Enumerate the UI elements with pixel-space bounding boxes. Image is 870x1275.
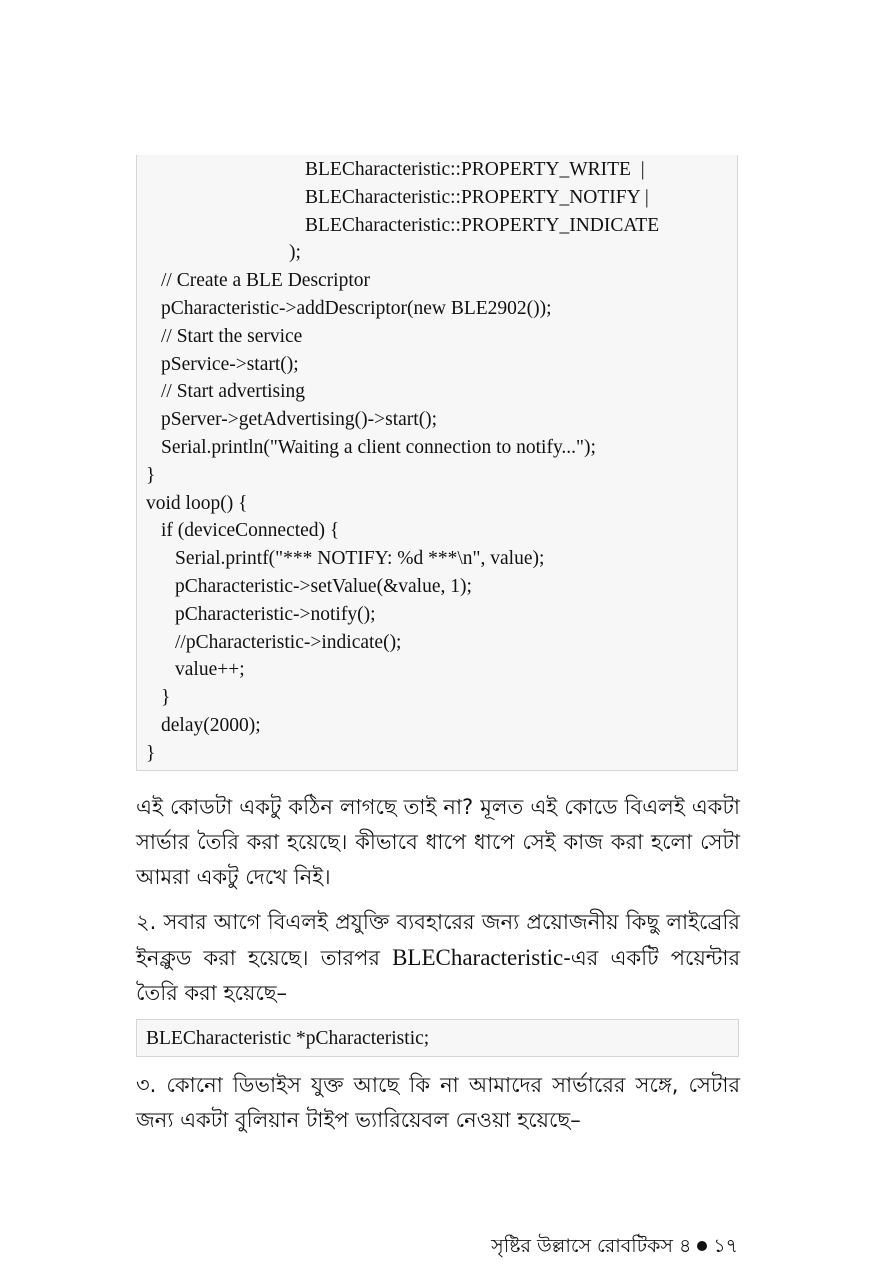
code-line: pCharacteristic->notify();: [175, 604, 376, 625]
code-line: BLECharacteristic::PROPERTY_WRITE |: [305, 159, 645, 180]
code-line: pCharacteristic->addDescriptor(new BLE2902());: [161, 298, 552, 319]
bullet-dot-icon: [697, 1241, 707, 1251]
code-line: void loop() {: [146, 493, 248, 514]
page-number: ১৭: [713, 1235, 738, 1257]
code-line: BLECharacteristic::PROPERTY_NOTIFY |: [305, 187, 649, 208]
paragraph-2: [136, 905, 740, 1011]
paragraph-2-term: BLECharacteristic: [392, 945, 564, 970]
code-line: value++;: [175, 659, 245, 680]
code-snippet: [136, 1019, 739, 1057]
code-line: BLECharacteristic::PROPERTY_INDICATE: [305, 215, 660, 236]
paragraph-2-text: ২. সবার আগে বিএলই প্রযুক্তি ব্যবহারের জন্য প্রয়োজনীয় কিছু লাইব্রেরি ইনক্লুড করা হয়েছে। তারপর: [136, 910, 740, 970]
code-snippet-text: BLECharacteristic *pCharacteristic;: [146, 1028, 430, 1049]
code-line: // Start advertising: [161, 381, 306, 402]
paragraph-3: ৩. কোনো ডিভাইস যুক্ত আছে কি না আমাদের সার্ভারের সঙ্গে, সেটার জন্য একটা বুলিয়ান টাইপ ভ্যারিয়েবল নেওয়া হয়েছে–: [136, 1073, 740, 1132]
code-line: }: [146, 465, 156, 486]
code-line: );: [289, 242, 301, 263]
code-line: }: [146, 743, 156, 764]
code-line: }: [161, 687, 171, 708]
code-line: pServer->getAdvertising()->start();: [161, 409, 438, 430]
paragraph-2-text-end: -এর একটি পয়েন্টার তৈরি করা হয়েছে–: [136, 946, 740, 1005]
code-line: Serial.printf("*** NOTIFY: %d ***\n", value);: [175, 548, 545, 569]
code-line: Serial.println("Waiting a client connection to notify...");: [161, 437, 596, 458]
code-line: // Start the service: [161, 326, 303, 347]
code-line: delay(2000);: [161, 715, 261, 736]
code-line: //pCharacteristic->indicate();: [175, 632, 402, 653]
code-line: if (deviceConnected) {: [161, 520, 340, 541]
code-line: // Create a BLE Descriptor: [161, 270, 371, 291]
code-line: pService->start();: [161, 354, 299, 375]
code-block: [136, 155, 738, 771]
paragraph-1: এই কোডটা একটু কঠিন লাগছে তাই না? মূলত এই কোডে বিএলই একটা সার্ভার তৈরি করা হয়েছে। কীভাবে ধাপে ধাপে সেই কাজ করা হলো সেটা আমরা একটু দেখে নিই।: [136, 795, 740, 889]
code-line: pCharacteristic->setValue(&value, 1);: [175, 576, 472, 597]
page-footer: [491, 1233, 738, 1259]
book-title: সৃষ্টির উল্লাসে রোবটিকস ৪: [491, 1235, 692, 1257]
